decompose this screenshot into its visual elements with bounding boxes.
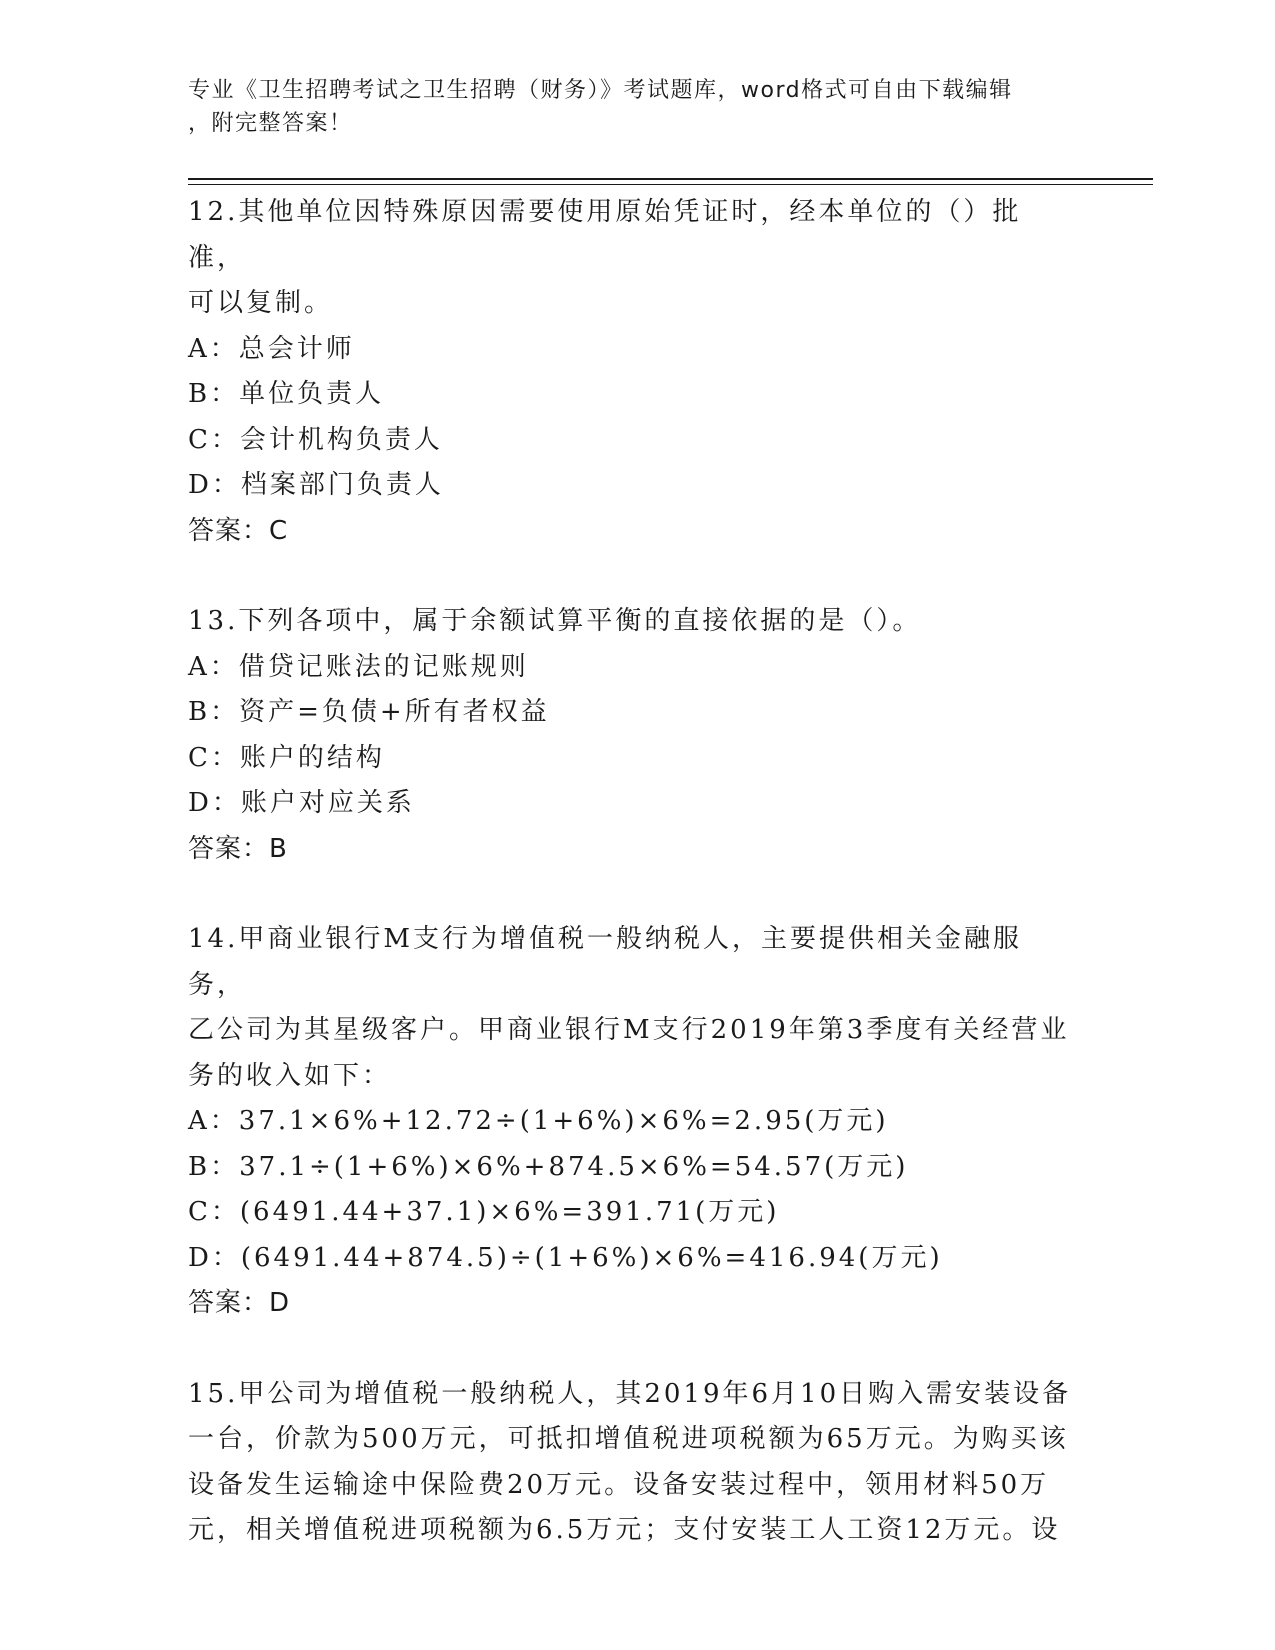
question-text-line: 元，相关增值税进项税额为6.5万元；支付安装工人工资12万元。设	[188, 1515, 1061, 1545]
question-text-line: 12.其他单位因特殊原因需要使用原始凭证时，经本单位的（）批准，	[188, 197, 1022, 273]
header-divider-thin	[188, 184, 1153, 185]
option-b: B：资产=负债+所有者权益	[188, 697, 550, 727]
option-c: C：账户的结构	[188, 742, 385, 773]
question-text-line: 15.甲公司为增值税一般纳税人，其2019年6月10日购入需安装设备	[188, 1378, 1072, 1409]
document-header	[188, 74, 1088, 140]
header-line-1: 专业《卫生招聘考试之卫生招聘（财务）》考试题库，word格式可自由下载编辑	[188, 78, 1013, 103]
question-text-line: 13.下列各项中，属于余额试算平衡的直接依据的是（）。	[188, 606, 922, 636]
question-text-line: 设备发生运输途中保险费20万元。设备安装过程中，领用材料50万	[188, 1469, 1050, 1500]
question-text-line: 可以复制。	[188, 288, 334, 318]
question-14	[188, 917, 1078, 1327]
option-b: B：37.1÷(1+6%)×6%+874.5×6%=54.57(万元)	[188, 1151, 909, 1182]
question-text-line: 务的收入如下：	[188, 1060, 392, 1091]
question-spacer	[188, 554, 1078, 599]
option-b: B：单位负责人	[188, 379, 385, 409]
option-d: D：账户对应关系	[188, 788, 415, 818]
question-text-line: 14.甲商业银行M支行为增值税一般纳税人，主要提供相关金融服务，	[188, 924, 1022, 1000]
answer-line: 答案：C	[188, 515, 289, 546]
option-a: A：37.1×6%+12.72÷(1+6%)×6%=2.95(万元)	[188, 1106, 889, 1136]
option-a: A：借贷记账法的记账规则	[188, 651, 529, 682]
option-c: C：(6491.44+37.1)×6%=391.71(万元)	[188, 1197, 780, 1227]
option-c: C：会计机构负责人	[188, 424, 443, 455]
option-a: A：总会计师	[188, 333, 355, 364]
answer-line: 答案：B	[188, 833, 288, 864]
header-line-2: ，附完整答案！	[188, 111, 353, 136]
question-spacer	[188, 1327, 1078, 1372]
question-text-line: 乙公司为其星级客户。甲商业银行M支行2019年第3季度有关经营业	[188, 1015, 1070, 1045]
question-spacer	[188, 872, 1078, 917]
question-13	[188, 599, 1078, 872]
header-divider-thick	[188, 178, 1153, 180]
question-text-line: 一台，价款为500万元，可抵扣增值税进项税额为65万元。为购买该	[188, 1424, 1069, 1454]
question-12	[188, 190, 1078, 554]
question-15	[188, 1372, 1078, 1554]
answer-line: 答案：D	[188, 1288, 291, 1318]
question-list	[188, 190, 1078, 1554]
option-d: D：(6491.44+874.5)÷(1+6%)×6%=416.94(万元)	[188, 1242, 943, 1273]
option-d: D：档案部门负责人	[188, 470, 444, 500]
